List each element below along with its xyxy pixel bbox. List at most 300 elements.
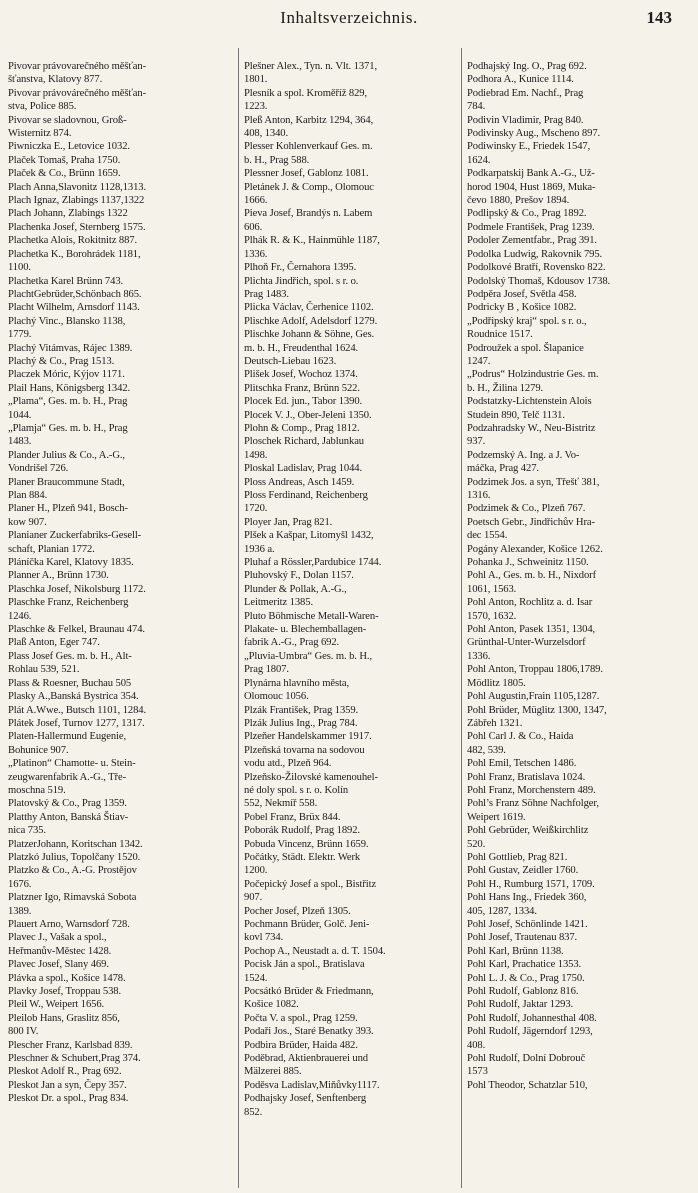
index-entry [467,207,692,220]
index-entry-line: Plail Hans, Königsberg 1342. [8,382,131,394]
index-entry [467,945,692,958]
index-entry-line: Podoler Zementfabr., Prag 391. [467,235,597,247]
index-entry-line: Plachý Vinc., Blansko 1138, [8,315,126,327]
index-entry-line: Pohanka J., Schweinitz 1150. [467,557,589,569]
index-entry-line: 1247. [467,355,491,367]
index-entry [244,140,469,167]
index-entry [244,87,469,114]
index-entry [467,623,692,663]
index-entry [8,931,233,958]
index-entry-line: Plát A.Wwe., Butsch 1101, 1284. [8,704,147,716]
index-entry [467,1052,692,1079]
index-entry-line: Poborák Rudolf, Prag 1892. [244,825,360,837]
index-column-right [467,60,692,1092]
index-entry-line: Pohl A., Ges. m. b. H., Nixdorf [467,570,597,582]
index-entry [467,757,692,770]
index-entry-line: Podzahradsky W., Neu-Bistritz [467,422,596,434]
index-entry [8,248,233,275]
index-entry [467,73,692,86]
index-entry-line: Plischke Adolf, Adelsdorf 1279. [244,315,378,327]
index-entry-line: Pohl Gustav, Zeidler 1760. [467,865,579,877]
index-entry [467,248,692,261]
index-entry [467,502,692,515]
index-entry-line: Pohl Rudolf, Dolní Dobrouč [467,1053,586,1065]
index-entry-line: Ploss Andreas, Asch 1459. [244,476,355,488]
index-entry-line: Plachý Vitámvas, Rájec 1389. [8,342,133,354]
index-entry-line: 408. [467,1039,486,1051]
index-entry-line: 1100. [8,262,31,274]
index-entry [8,569,233,582]
index-entry-line: 1316. [467,490,491,501]
index-entry-line: 1389. [8,905,32,917]
index-entry-line: Počta V. a spol., Prag 1259. [244,1012,358,1024]
index-entry [467,140,692,167]
index-entry-line: Plicka Václav, Čerhenice 1102. [244,302,374,314]
index-entry [8,502,233,529]
index-entry [467,476,692,503]
index-entry [244,838,469,851]
index-entry [8,623,233,636]
index-entry-line: vodu atd., Plzeň 964. [244,758,332,770]
index-entry [8,1052,233,1065]
index-entry-line: Pochop A., Neustadt a. d. T. 1504. [244,945,386,957]
index-entry [244,878,469,905]
index-entry-line: „Plama“, Ges. m. b. H., Prag [8,396,128,408]
index-entry-line: Pleskot Adolf R., Prag 692. [8,1066,122,1078]
index-entry-line: „Plamja“ Ges. m. b. H., Prag [8,422,128,434]
index-entry [8,704,233,717]
index-entry-line: Plynárna hlavního města, [244,677,349,689]
index-entry [467,395,692,422]
index-entry [8,757,233,797]
index-entry-line: Podzemský A. Ing. a J. Vo- [467,449,580,461]
index-entry-line: Bohunice 907. [8,744,69,756]
index-entry [244,1079,469,1092]
index-entry-line: 408, 1340. [244,128,289,140]
index-entry [244,824,469,837]
index-entry-line: 1223. [244,101,268,113]
index-entry [8,636,233,649]
index-entry [8,985,233,998]
index-entry-line: Pobel Franz, Brüx 844. [244,811,341,823]
index-entry-line: Pohl Anton, Rochlitz a. d. Isar [467,597,593,609]
index-entry-line: Pohl Rudolf, Johannesthal 408. [467,1012,597,1024]
index-entry [244,275,469,302]
index-entry-line: Počátky, Städt. Elektr. Werk [244,851,361,863]
index-entry-line: PlachtGebrüder,Schönbach 865. [8,288,142,300]
index-entry-line: Pluhovský F., Dolan 1157. [244,570,354,582]
index-entry [244,181,469,208]
index-entry-line: PlatzerJohann, Koritschan 1342. [8,838,143,850]
index-entry-line: Plaček & Co., Brünn 1659. [8,168,121,180]
index-entry-line: Podhora A., Kunice 1114. [467,74,574,86]
index-entry [8,207,233,220]
index-entry-line: 520. [467,838,486,850]
index-entry-line: Mödlitz 1805. [467,677,526,689]
index-entry [244,1025,469,1038]
index-entry-line: Plesser Kohlenverkauf Ges. m. [244,141,373,153]
index-entry-line: 1720. [244,503,268,515]
index-entry [244,1092,469,1119]
index-entry-line: Leitmeritz 1385. [244,597,314,609]
index-entry [8,194,233,207]
index-entry-line: m. b. H., Freudenthal 1624. [244,342,359,354]
index-entry-line: Podlipský & Co., Prag 1892. [467,208,587,220]
index-entry [8,368,233,381]
index-entry [467,891,692,918]
index-entry-line: Rohlau 539, 521. [8,664,80,676]
index-entry [8,690,233,703]
index-entry-line: Plavec Josef, Slany 469. [8,959,109,971]
index-entry [467,771,692,784]
index-entry [8,529,233,556]
index-entry [244,328,469,355]
index-entry-line: 1779. [8,329,32,341]
index-entry-line: Plaschke Franz, Reichenberg [8,597,129,609]
index-entry [467,1012,692,1025]
index-entry [8,998,233,1011]
index-entry [244,985,469,1012]
index-entry-line: Pohl Karl, Brünn 1138. [467,945,564,957]
index-entry-line: Podivinsky Aug., Mscheno 897. [467,128,601,140]
index-entry [244,529,469,556]
index-entry [467,342,692,369]
index-entry-line: Heřmanův-Městec 1428. [8,945,112,957]
index-entry-line: Pohl Theodor, Schatzlar 510, [467,1079,588,1091]
index-entry-line: Pogány Alexander, Košice 1262. [467,543,603,555]
index-entry [244,1052,469,1079]
index-entry-line: Vondrišel 726. [8,463,69,475]
index-entry-line: Planner A., Brünn 1730. [8,570,109,582]
index-entry-line: Pletánek J. & Comp., Olomouc [244,181,374,193]
index-entry-line: Placzek Móric, Kýjov 1171. [8,369,125,381]
index-entry-line: 1570, 1632. [467,610,517,622]
index-entry-line: Plan 884. [8,490,48,501]
index-entry-line: Plachetka K., Borohrádek 1181, [8,248,141,260]
index-entry-line: Plavky Josef, Troppau 538. [8,986,122,998]
index-entry-line: Plešner Alex., Tyn. n. Vlt. 1371, [244,61,377,72]
index-entry-line: Pocisk Ján a spol., Bratislava [244,959,365,971]
index-entry-line: b. H., Žilina 1279. [467,382,544,394]
index-entry [467,127,692,140]
index-entry [467,797,692,824]
index-entry [467,261,692,274]
index-entry-line: Platovský & Co., Prag 1359. [8,798,127,810]
index-entry-line: kow 907. [8,516,47,528]
index-entry-line: Zábřeh 1321. [467,717,523,729]
index-entry-line: 1336. [467,650,491,662]
index-entry [244,556,469,569]
index-entry [467,1025,692,1052]
index-entry [244,811,469,824]
index-entry [467,301,692,314]
index-entry-line: Podaři Jos., Staré Benatky 393. [244,1026,374,1038]
index-entry [244,476,469,489]
index-entry-line: Plitschka Franz, Brünn 522. [244,382,360,394]
index-entry [8,596,233,623]
index-entry [244,650,469,677]
index-entry [244,368,469,381]
index-entry-line: kovl 734. [244,932,284,944]
index-entry-line: Podstatzky-Lichtenstein Alois [467,396,592,408]
index-entry-line: moschna 519. [8,784,66,796]
index-entry-line: Plischke Johann & Söhne, Ges. [244,329,375,341]
index-entry-line: Plichta Jindřich, spol. s r. o. [244,275,359,287]
index-entry-line: 1483. [8,436,32,448]
index-entry-line: Roudnice 1517. [467,329,533,341]
index-entry [467,114,692,127]
index-entry [244,489,469,516]
index-entry [8,140,233,153]
index-entry-line: 1801. [244,74,268,86]
index-entry [8,838,233,851]
index-entry-line: Plhák R. & K., Hainmühle 1187, [244,235,380,247]
index-entry [8,301,233,314]
index-entry [8,382,233,395]
index-entry-line: 1676. [8,878,32,890]
index-entry [467,958,692,971]
index-entry [8,583,233,596]
index-entry-line: nica 735. [8,825,46,837]
index-entry-line: 800 IV. [8,1026,39,1038]
index-entry-line: Planer Braucommune Stadt, [8,476,125,488]
index-entry [8,1079,233,1092]
index-entry [8,677,233,690]
index-entry-line: Pleil W., Weipert 1656. [8,999,105,1011]
index-entry [467,677,692,690]
running-title: Inhaltsverzeichnis. [280,8,418,27]
index-entry-line: Ploss Ferdinand, Reichenberg [244,490,368,501]
index-entry-line: Pohl Gebrüder, Weißkirchlitz [467,825,589,837]
index-entry-line: Plocek V. J., Ober-Jeleni 1350. [244,409,372,421]
index-entry [8,730,233,757]
index-entry [244,851,469,878]
index-entry [244,610,469,650]
index-entry-line: Pláníčka Karel, Klatovy 1835. [8,557,134,569]
index-entry [244,167,469,180]
index-entry-line: Pleilob Hans, Graslitz 856, [8,1012,120,1024]
index-entry-line: Poděbrad, Aktienbrauerei und [244,1053,368,1065]
index-entry [467,878,692,891]
index-entry [244,1012,469,1025]
index-entry-line: Pohl Franz, Bratislava 1024. [467,771,586,783]
index-entry-line: Pohl’s Franz Söhne Nachfolger, [467,798,599,810]
index-entry [244,395,469,408]
index-entry [8,1039,233,1052]
index-entry [8,181,233,194]
index-entry [244,569,469,582]
index-entry [8,797,233,810]
index-entry-line: Pleskot Jan a syn, Čepy 357. [8,1079,127,1091]
index-entry-line: 1936 a. [244,543,275,555]
index-entry [244,207,469,234]
index-entry-line: čevo 1880, Prešov 1894. [467,195,570,207]
index-entry [244,704,469,717]
index-entry-line: Pohl Augustin,Frain 1105,1287. [467,691,600,703]
index-entry [467,663,692,676]
index-entry-line: máčka, Prag 427. [467,463,539,475]
index-entry [8,221,233,234]
index-entry [8,167,233,180]
index-entry-line: Wisternitz 874. [8,128,72,140]
index-entry-line: „Platinon“ Chamotte- u. Stein- [8,758,136,770]
index-entry-line: 1524. [244,972,268,984]
index-entry-line: Poděsva Ladislav,Miňůvky1117. [244,1079,380,1091]
index-entry-line: Podiebrad Em. Nachf., Prag [467,87,584,99]
index-entry-line: Placht Wilhelm, Arnsdorf 1143. [8,302,140,314]
page-number: 143 [646,8,672,27]
index-entry [467,784,692,797]
index-entry [244,918,469,945]
index-entry-line: 1573 [467,1066,488,1078]
index-entry-line: Podkarpatskij Bank A.-G., Už- [467,168,595,180]
index-column-left [8,60,233,1106]
index-entry-line: Pohl Emil, Tetschen 1486. [467,758,577,770]
index-entry-line: Grünthal-Unter-Wurzelsdorf [467,637,586,649]
index-entry-line: Podolka Ludwig, Rakovnik 795. [467,248,603,260]
index-entry-line: Plišek Josef, Wochoz 1374. [244,369,358,381]
index-entry-line: dec 1554. [467,530,508,542]
index-entry [244,435,469,462]
index-entry-line: Podhajský Ing. O., Prag 692. [467,61,587,72]
index-entry-line: Pleschner & Schubert,Prag 374. [8,1053,141,1065]
index-entry-line: 852. [244,1106,263,1118]
index-entry [467,368,692,395]
index-entry [8,851,233,864]
index-entry-line: fabrik A.-G., Prag 692. [244,637,340,649]
index-entry [8,1092,233,1105]
index-entry-line: Podricky B , Košice 1082. [467,302,577,314]
index-entry-line: 1624. [467,154,491,166]
index-entry-line: 482, 539. [467,744,506,756]
index-entry-line: Košice 1082. [244,999,299,1011]
index-entry [8,342,233,355]
index-entry-line: 1498. [244,449,268,461]
index-entry [8,114,233,141]
index-entry [244,744,469,771]
index-entry [8,1012,233,1039]
index-entry [467,516,692,543]
index-entry-line: Plachenka Josef, Sternberg 1575. [8,221,146,233]
index-entry-line: Pivovar právovárečného měšťan- [8,87,147,99]
index-entry [8,476,233,503]
index-entry-line: 937. [467,436,486,448]
index-entry-line: Platen-Hallermund Eugenie, [8,731,127,743]
index-entry-line: Plaß Anton, Eger 747. [8,637,100,649]
index-entry [467,288,692,301]
index-entry [467,60,692,73]
index-entry-line: Platzner Igo, Rimavská Sobota [8,892,137,904]
index-entry [244,60,469,87]
index-entry-line: Pleskot Dr. a spol., Prag 834. [8,1093,129,1105]
index-entry-line: zeugwarenfabrik A.-G., Tře- [8,771,126,783]
index-entry-line: Ploschek Richard, Jablunkau [244,436,364,448]
index-entry [8,556,233,569]
index-entry-line: Podzimek & Co., Plzeň 767. [467,503,586,515]
index-entry-line: 1200. [244,865,268,877]
index-entry [467,690,692,703]
index-entry [244,234,469,261]
index-entry-line: Podzimek Jos. a syn, Třešť 381, [467,476,600,488]
index-entry-line: Plzeňer Handelskammer 1917. [244,731,372,743]
index-entry [467,422,692,449]
index-entry-line: horod 1904, Hust 1869, Muka- [467,181,596,193]
index-entry-line: Podolkové Bratří, Rovensko 822. [467,262,606,274]
index-entry-line: Deutsch-Liebau 1623. [244,355,337,367]
index-entry-line: Pohl H., Rumburg 1571, 1709. [467,878,595,890]
index-entry [244,717,469,730]
index-entry [8,918,233,931]
index-entry [8,449,233,476]
index-entry-line: Pivovar právovarečného měšťan- [8,61,147,72]
index-entry [467,543,692,556]
index-column-middle [244,60,469,1119]
index-entry [467,87,692,114]
index-entry-line: Podroužek a spol. Šlapanice [467,342,584,354]
index-entry-line: Plachetka Alois, Rokitnitz 887. [8,235,138,247]
index-entry-line: Počepický Josef a spol., Bistřitz [244,878,377,890]
index-entry-line: Pohl Josef, Trautenau 837. [467,932,578,944]
index-entry [244,945,469,958]
index-entry [244,583,469,610]
index-entry [244,355,469,368]
index-entry [467,449,692,476]
index-entry [8,650,233,677]
index-entry-line: Pleß Anton, Karbitz 1294, 364, [244,114,374,126]
index-entry-line: Plunder & Pollak, A.-G., [244,583,347,595]
index-entry-line: 606. [244,221,263,233]
index-entry-line: Prag 1483. [244,288,289,300]
index-entry [8,355,233,368]
index-entry-line: Plaschka Josef, Nikolsburg 1172. [8,583,146,595]
index-entry [467,851,692,864]
index-entry-line: Podolský Thomaš, Kdousov 1738. [467,275,611,287]
index-entry-line: 784. [467,101,486,113]
index-entry-line: Plass & Roesner, Buchau 505 [8,677,132,689]
index-entry [244,315,469,328]
index-entry-line: „Podřipský kraj“ spol. s r. o., [467,315,587,327]
index-entry [244,771,469,811]
index-entry-line: Podpěra Josef, Světla 458. [467,288,577,300]
index-entry-line: Podiwinsky E., Friedek 1547, [467,141,591,153]
index-entry-line: né doly spol. s r. o. Kolín [244,784,349,796]
index-entry-line: „Podrus“ Holzindustrie Ges. m. [467,369,599,381]
index-entry-line: Plander Julius & Co., A.-G., [8,449,125,461]
index-entry [244,677,469,704]
index-entry-line: Mälzerei 885. [244,1066,302,1078]
index-entry [8,958,233,971]
index-entry-line: Podmele František, Prag 1239. [467,221,595,233]
index-entry [467,167,692,207]
index-entry-line: Plakate- u. Blechemballagen- [244,624,367,636]
index-entry-line: 1666. [244,195,268,207]
index-entry [8,234,233,247]
index-entry-line: Pohl Rudolf, Jägerndorf 1293, [467,1026,593,1038]
index-entry-line: 1044. [8,409,32,421]
index-entry [8,395,233,422]
index-entry [8,972,233,985]
index-entry-line: Plach Johann, Zlabings 1322 [8,208,128,220]
index-entry [8,275,233,288]
index-entry-line: Plohn & Comp., Prag 1812. [244,422,360,434]
index-entry [8,154,233,167]
index-entry [244,1039,469,1052]
index-entry-line: 1336. [244,248,268,260]
index-entry-line: Platthy Anton, Banská Štiav- [8,811,129,823]
index-entry [244,905,469,918]
index-entry-line: schaft, Planian 1772. [8,543,95,555]
index-entry [8,87,233,114]
